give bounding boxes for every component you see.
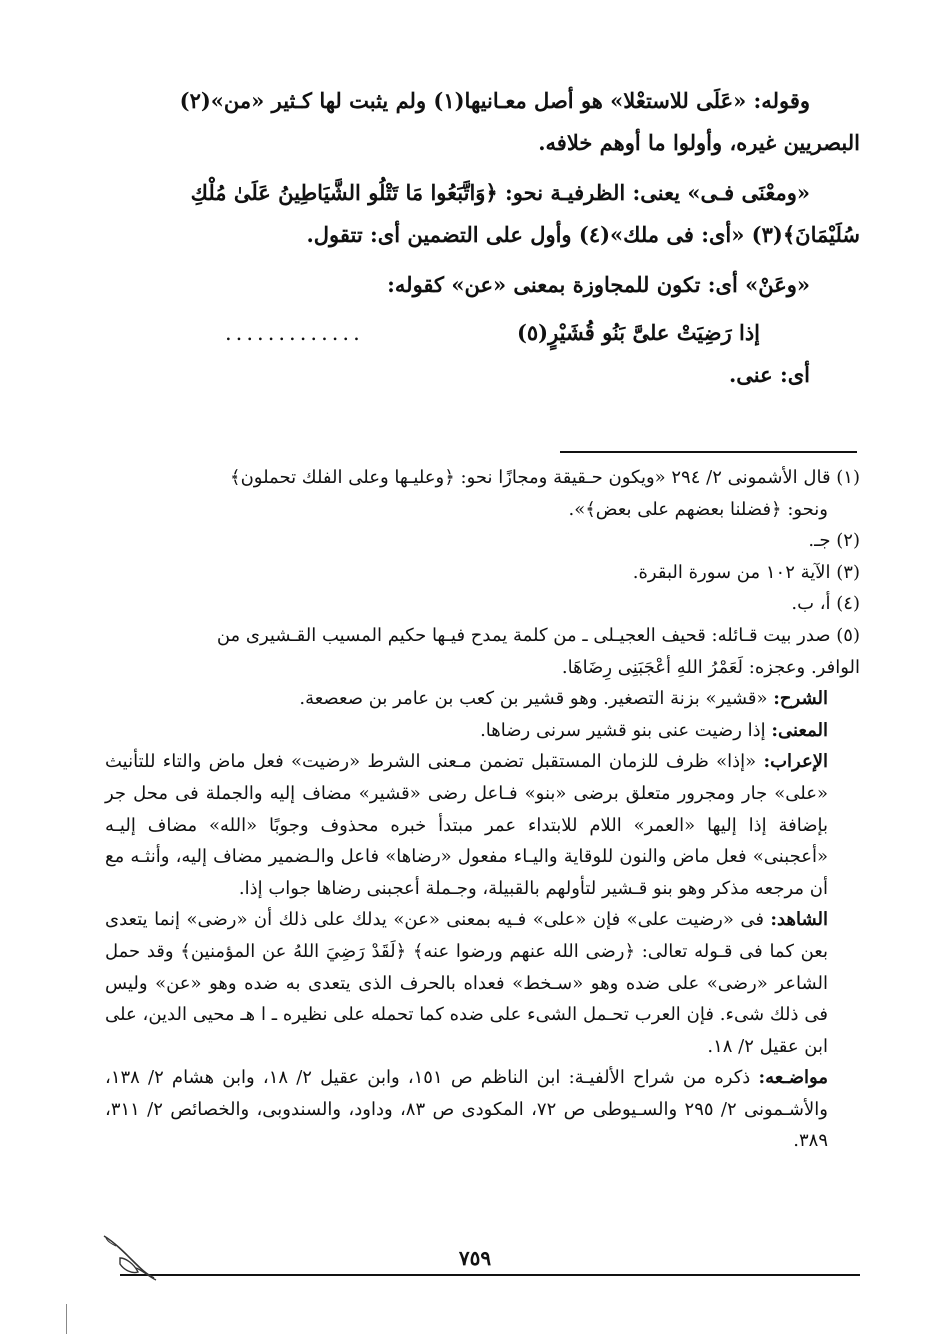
bottom-rule (120, 1274, 860, 1276)
footnote-1-continued: ونحو: ﴿فضلنا بعضهم على بعض﴾». (568, 498, 828, 520)
footnote-1: (١) قال الأشمونى ٢/ ٢٩٤ «ويكون حـقيقة ومجازًا نحو: ﴿وعليـها وعلى الفلك تحملون﴾ (230, 467, 860, 488)
meaning-text: إذا رضيت عنى بنو قشير سرنى رضاها. (480, 719, 772, 741)
poetry-verse (105, 312, 860, 354)
shahid-label: الشاهد: (770, 909, 828, 931)
footnote-5: (٥) صدر بيت قـائله: قحيف العجيـلى ـ من كلمة يمدح فيـها حكيم المسيب القـشيرى من (216, 624, 860, 646)
irab-label: الإعراب: (763, 751, 828, 773)
mawadi-text: ذكره من شراح الألفيـة: ابن الناظم ص ١٥١، وابن عقيل ٢/ ١٨، وابن هشام ٢/ ١٣٨، والأشـمونى ٢/ ٢٩٥ والسـيوطى ص ٧٢، المكودى ص ٨٣، وداود، والسندوبى، والخصائص ٢/ ٣١١، ٣٨٩. (105, 1067, 828, 1152)
mawadi-paragraph (105, 1062, 860, 1157)
verse-hemistich: إذا رَضِيَتْ علىَّ بَنُو قُشَيْرٍ(٥) (516, 320, 760, 345)
quill-ornament-icon (100, 1228, 160, 1284)
verse-ellipsis: ............. (225, 321, 364, 345)
footnote-separator (560, 451, 857, 453)
main-line: سُلَيْمَانَ﴾(٣) «أى: فى ملك»(٤) وأول على التضمين أى: تتقول. (306, 222, 860, 247)
mawadi-label: مواضـعه: (758, 1067, 828, 1089)
shahid-paragraph (105, 904, 860, 1062)
footnote-4: (٤) أ، ب. (791, 593, 860, 615)
irab-text: «إذا» ظرف للزمان المستقبل تضمن مـعنى الشرط «رضيت» فعل ماض والتاء للتأنيث «على» جار ومجرور متعلق برضى «بنو» فـاعل رضى «قشير» مضاف إليه والجملة فى محل جر بإضافة إذا إليها «العمر» اللام للابتداء عمر مبتدأ خبره محذوف وجوبًا «الله» مضاف إليـه «أعجبنى» فعل ماض والنون للوقاية واليـاء مفعول «رضاها» فاعل والـضمير مضاف إليه، وأنثـه مع أن مرجعه مذكر وهو بنو قـشير لتأولهم بالقبيلة، وجـملة أعجبنى رضاها جواب إذا. (105, 751, 828, 899)
main-line: «ومعْنَى فـى» يعنى: الظرفيـة نحو: ﴿وَاتَّبَعُوا مَا تَتْلُو الشَّيَاطِينُ عَلَىٰ مُلْكِ (190, 180, 810, 205)
irab-paragraph (105, 746, 860, 904)
main-text (105, 80, 860, 396)
main-line: البصريين غيره، وأولوا ما أوهم خلافه. (538, 130, 860, 155)
sharh-text: «قشير» بزنة التصغير. وهو قشير بن كعب بن عامر بن صعصعة. (299, 688, 774, 710)
edge-mark (66, 1304, 69, 1334)
footnote-2: (٢) جـ. (808, 530, 860, 552)
sharh-paragraph (105, 683, 860, 715)
main-line: وقوله: «عَلَى للاستعْلا» هو أصل معـانيها(١) ولم يثبت لها كـثير «من»(٢) (179, 88, 810, 113)
footnote-5-meter: الوافر. وعجزه: لَعَمْرُ اللهِ أعْجَبَنِى رِضَاهَا. (561, 656, 860, 678)
meaning-paragraph (105, 715, 860, 747)
page-number: ٧٥٩ (458, 1246, 492, 1270)
meaning-label: المعنى: (771, 719, 828, 741)
footnotes (105, 462, 860, 1157)
sharh-label: الشرح: (773, 688, 828, 710)
main-line: أى: عنى. (728, 362, 810, 387)
shahid-text: فى «رضيت على» فإن «على» فـيه بمعنى «عن» يدلك على ذلك أن «رضى» إنما يتعدى بعن كما فى قـوله تعالى: ﴿رضى الله عنهم ورضوا عنه﴾ ﴿لَقَدْ رَضِيَ اللهُ عن المؤمنين﴾ وقد حمل الشاعر «رضى» على ضده وهو «سـخط» فعداه بالحرف الذى يتعدى به ضده وهو «عن» وليس فى ذلك شىء. فإن العرب تحـمل الشىء على ضده كما تحمله على نظيره ـ ا هـ محيى الدين، على ابن عقيل ٢/ ١٨. (105, 909, 828, 1057)
footnote-3: (٣) الآية ١٠٢ من سورة البقرة. (632, 561, 860, 583)
main-line: «وعَنْ» أى: تكون للمجاوزة بمعنى «عن» كقوله: (387, 272, 810, 297)
